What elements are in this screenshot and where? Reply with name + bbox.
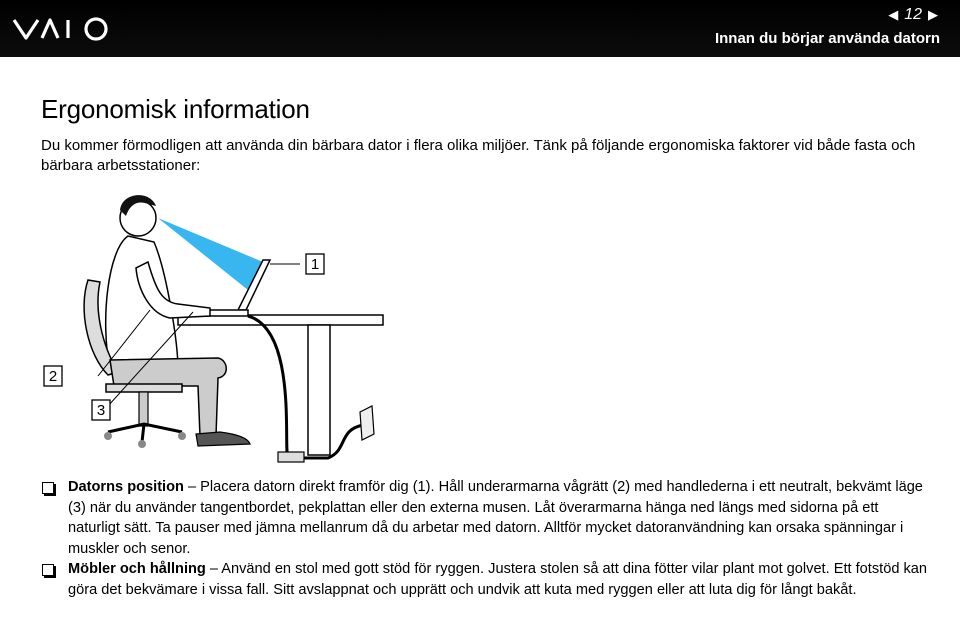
ergonomic-posture-illustration xyxy=(38,180,398,470)
checkbox-bullet-icon xyxy=(42,564,54,576)
page-title: Ergonomisk information xyxy=(41,94,310,124)
intro-paragraph: Du kommer förmodligen att använda din bärbara dator i flera olika miljöer. Tänk på följande ergonomiska faktorer vid både fasta och bärbara arbetsstationer: xyxy=(41,137,916,174)
section-title-link[interactable]: Innan du börjar använda datorn xyxy=(714,30,940,47)
item-term: Datorns position xyxy=(68,479,184,495)
vaio-logo xyxy=(12,14,122,44)
checkbox-bullet-icon xyxy=(42,482,54,494)
previous-page-arrow-icon[interactable]: ◀ xyxy=(888,7,899,22)
page-header xyxy=(0,0,960,57)
page-number: 12 xyxy=(904,6,922,23)
callout-label-3: 3 xyxy=(96,402,106,419)
page-navigator xyxy=(888,6,938,24)
item-text: – Placera datorn direkt framför dig (1). Håll underarmarna vågrätt (2) med handlederna i ett neutralt, bekvämt läge (3) när du använder tangentbordet, pekplattan eller den externa musen. Låt överarmarna hänga ned längs med sidorna på ett naturligt sätt. Ta pauser med jämna mellanrum då du arbetar med datorn. Alltför mycket datoranvändning kan orsaka spänningar i muskler och senor. xyxy=(68,479,923,557)
item-term: Möbler och hållning xyxy=(68,561,206,578)
list-item xyxy=(42,559,932,600)
item-text: – Använd en stol med gott stöd för ryggen. Justera stolen så att dina fötter vilar plant mot golvet. Ett fotstöd kan göra det bekvämare i vissa fall. Sitt avslappnat och upprätt och undvik att kuta med ryggen eller att luta dig för långt bakåt. xyxy=(68,561,928,598)
next-page-arrow-icon[interactable]: ▶ xyxy=(928,7,938,22)
callout-label-2: 2 xyxy=(48,368,58,385)
callout-label-1: 1 xyxy=(310,256,320,273)
list-item xyxy=(42,477,932,559)
ergonomic-tips-list xyxy=(42,477,932,601)
